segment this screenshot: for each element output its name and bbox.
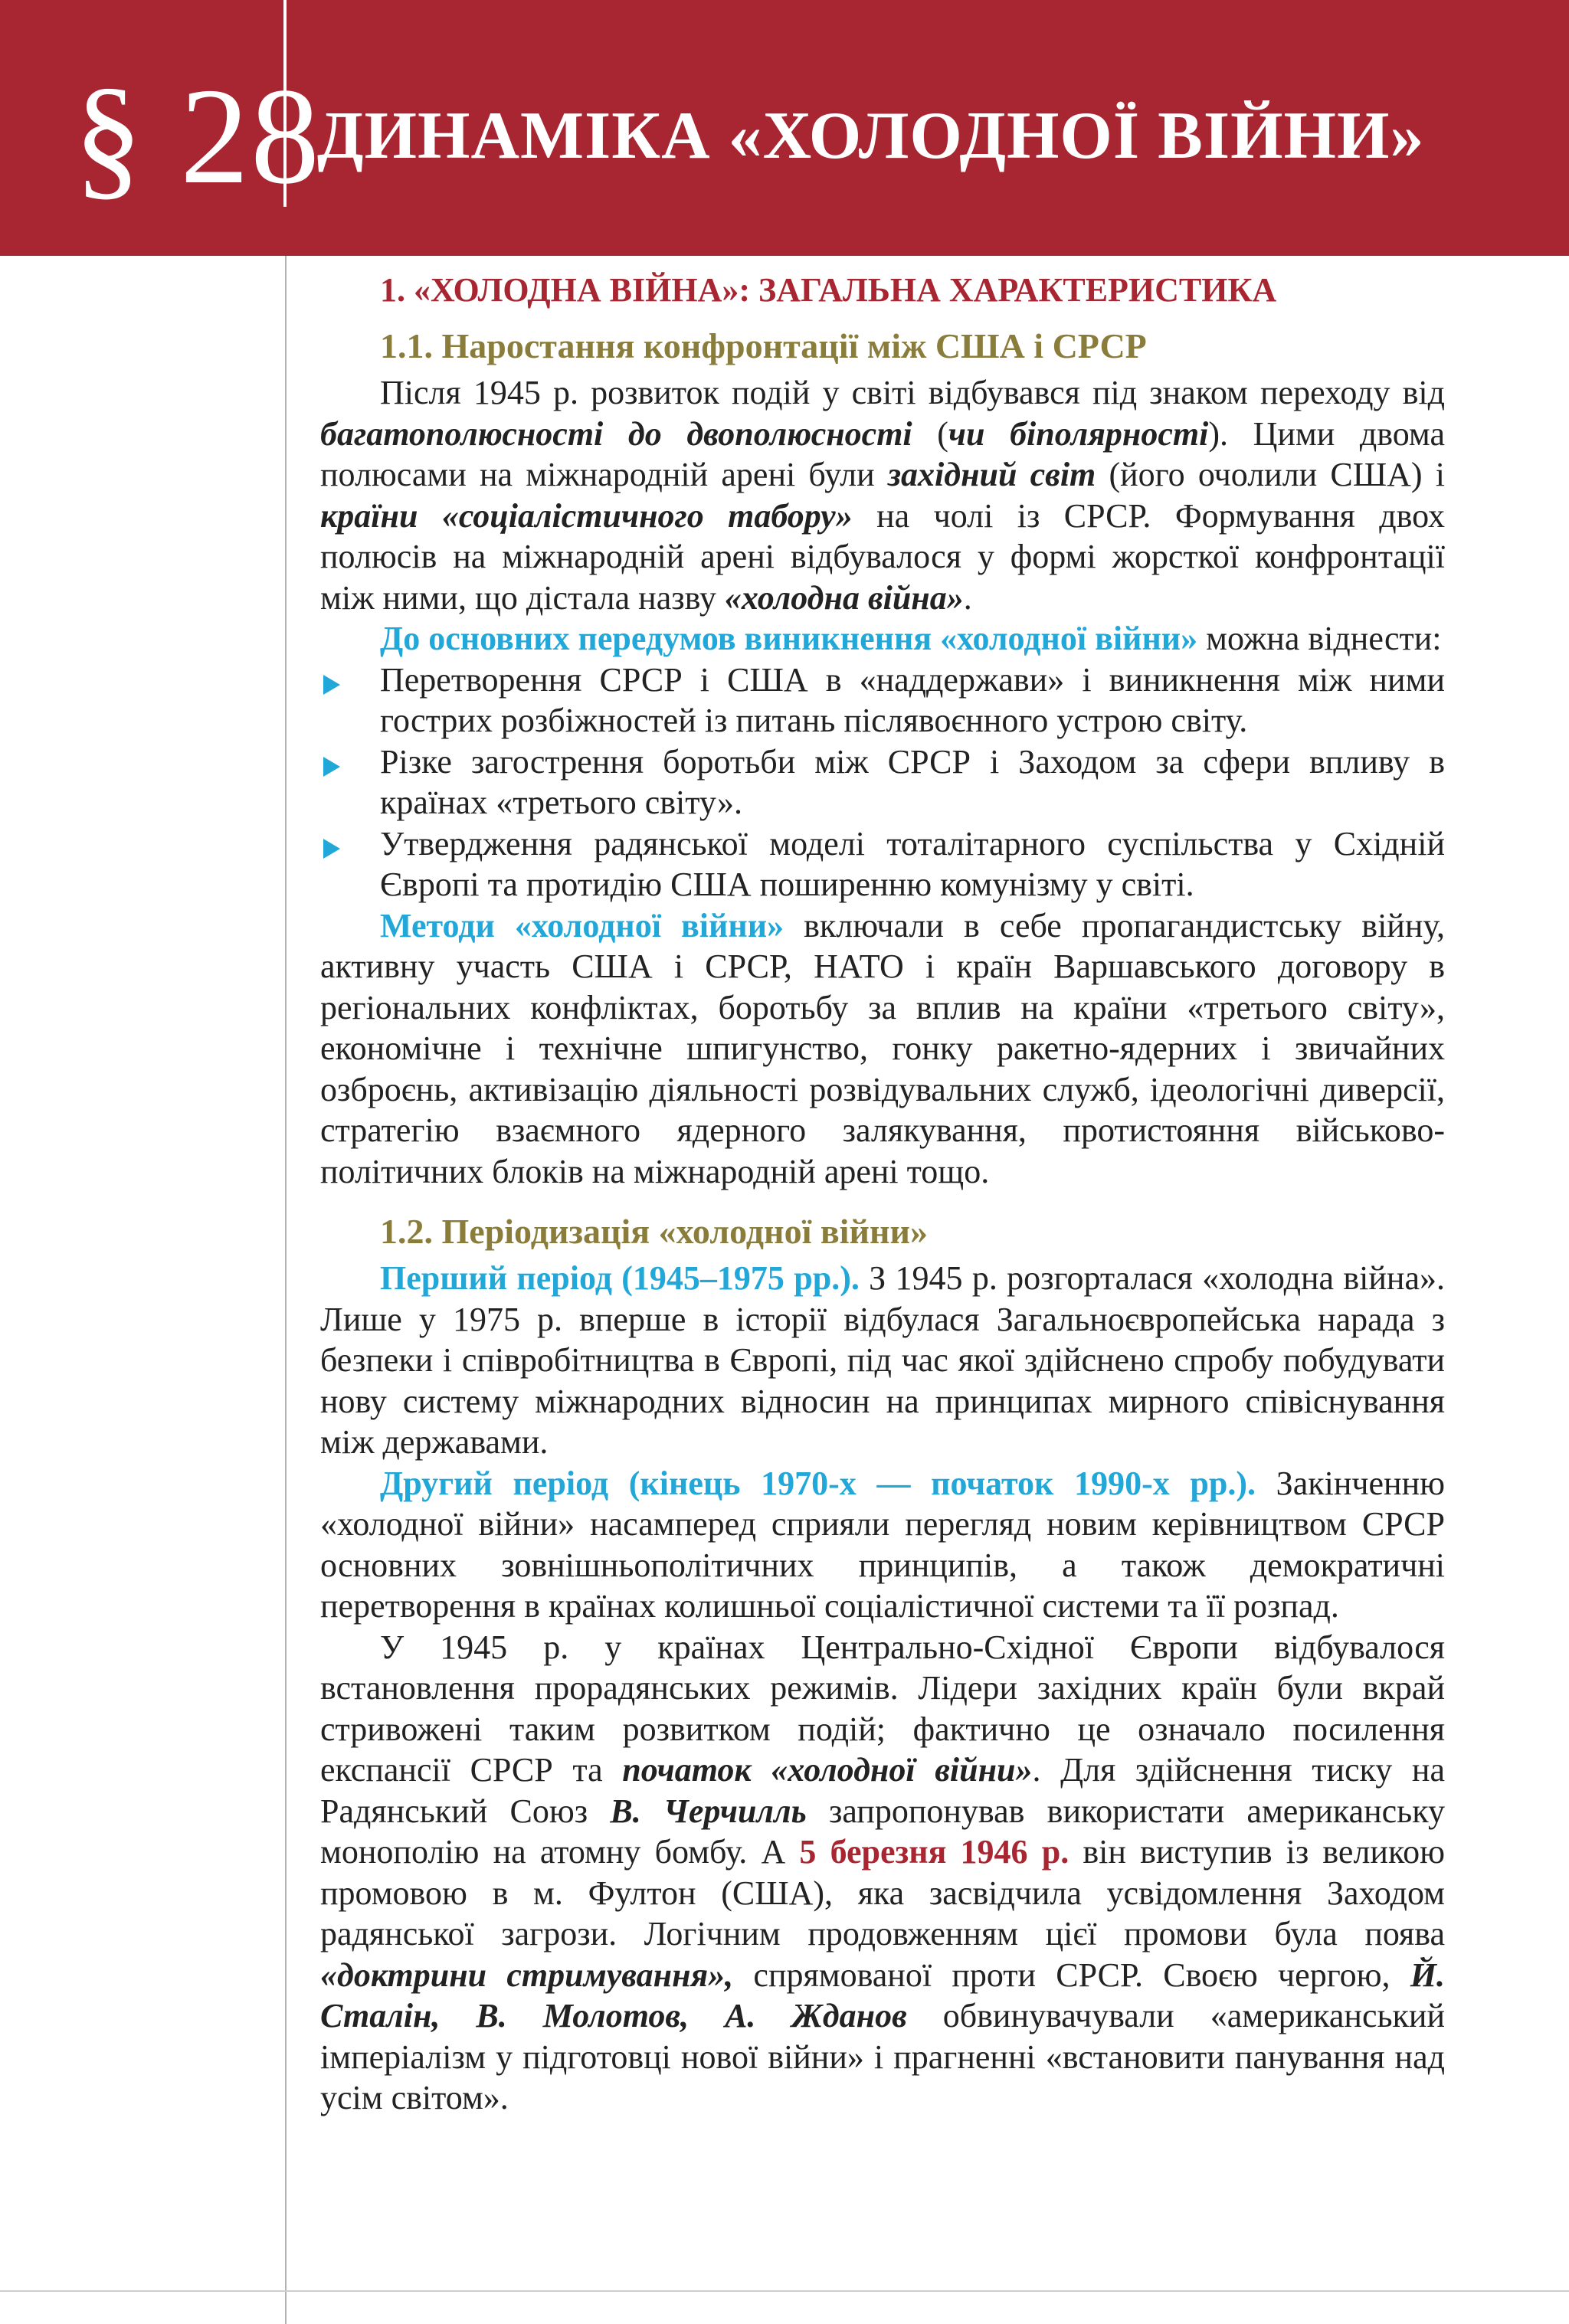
paragraph-bipolarity: Після 1945 р. розвиток подій у світі відбувався під знаком переходу від багатополюсності до двополюсності (чи біполярності). Цими двома полюсами на міжнародній арені були західний світ (його очолили США) і країни «соціалістичного табору» на чолі із СРСР. Формування двох полюсів на міжнародній арені відбувалося у формі жорсткої конфронтації між ними, що дістала назву «холодна війна».: [320, 374, 1445, 617]
bullet-triangle-icon: [323, 757, 340, 777]
chapter-title: ДИНАМІКА «ХОЛОДНОЇ ВІЙНИ»: [317, 99, 1425, 173]
date-highlight: 5 березня 1946 р.: [799, 1833, 1069, 1871]
term-cold-war: «холодна війна»: [724, 578, 964, 617]
bullet-triangle-icon: [323, 839, 340, 859]
paragraph-fulton: У 1945 р. у країнах Центрально-Східної Європи відбувалося встановлення прорадянських режимів. Лідери західних країн були вкрай стривожені таким розвитком подій; фактично це означало посилення експансії СРСР та початок «холодної війни». Для здійснення тиску на Радянський Союз В. Черчилль запропонував використати американську монополію на атомну бомбу. А 5 березня 1946 р. він виступив із великою промовою в м. Фултон (США), яка засвідчила усвідомлення Заходом радянської загрози. Логічним продовженням цієї промови була поява «доктрини стримування», спрямованої проти СРСР. Своєю чергою, Й. Сталін, В. Молотов, А. Жданов обвинувачували «американський імперіалізм у підготовці нової війни» і прагненні «встановити панування над усім світом».: [320, 1628, 1446, 2116]
subsection-heading-1-2: 1.2. Періодизація «холодної війни»: [380, 1212, 928, 1251]
subsection-heading-1-1: 1.1. Наростання конфронтації між США і СРСР: [380, 326, 1147, 365]
term-soviet-leaders: Й. Сталін, В. Молотов, А. Жданов: [320, 1956, 1445, 2034]
term-bipolarity-alt: чи біполярності: [948, 414, 1209, 453]
margin-rule: [285, 256, 287, 2324]
term-containment-doctrine: «доктрини стримування»,: [320, 1956, 734, 1994]
section-number: § 28: [74, 60, 321, 212]
bullet-triangle-icon: [323, 675, 340, 695]
paragraph-prerequisites: До основних передумов виникнення «холодної війни» можна віднести:: [380, 620, 1442, 657]
paragraph-methods: Методи «холодної війни» включали в себе пропагандистську війну, активну участь США і СРСР, НАТО і країн Варшавського договору в регіональних конфліктах, боротьбу за вплив на країни «третього світу», економічне і технічне шпигунство, гонку ракетно-ядерних і звичайних озброєнь, активізацію діяльності розвідувальних служб, ідеологічні диверсії, стратегію взаємного ядерного залякування, протистояння військово-політичних блоків на міжнародній арені тощо.: [320, 906, 1446, 1190]
list-item: Перетворення СРСР і США в «наддержави» і виникнення між ними гострих розбіжностей із питань післявоєнного устрою світу.: [320, 660, 1445, 741]
page-bottom-rule: [0, 2290, 1569, 2292]
term-western-world: західний світ: [887, 456, 1096, 493]
highlight-second-period: Другий період (кінець 1970-х — початок 1990-х рр.).: [380, 1464, 1256, 1502]
term-bipolarity: багатополюсності до двополюсності: [320, 414, 912, 453]
page-content: [320, 270, 1445, 2119]
term-socialist-camp: країни «соціалістичного табору»: [320, 496, 853, 535]
prerequisites-list: [320, 660, 1445, 905]
paragraph-second-period: Другий період (кінець 1970-х — початок 1990-х рр.). Закінченню «холодної війни» насамперед сприяли перегляд новим керівництвом СРСР основних зовнішньополітичних принципів, а також демократичні перетворення в країнах колишньої соціалістичної системи та її розпад.: [320, 1464, 1446, 1625]
term-cold-war-start: початок «холодної війни»: [622, 1751, 1033, 1789]
highlight-first-period: Перший період (1945–1975 рр.).: [380, 1259, 860, 1297]
paragraph-first-period: Перший період (1945–1975 рр.). З 1945 р. розгорталася «холодна війна». Лише у 1975 р. вперше в історії відбулася Загальноєвропейська нарада з безпеки і співробітництва в Європі, під час якої здійснено спробу побудувати нову систему міжнародних відносин на принципах мирного співіснування між державами.: [320, 1259, 1445, 1461]
section-heading: 1. «ХОЛОДНА ВІЙНА»: ЗАГАЛЬНА ХАРАКТЕРИСТИКА: [380, 271, 1277, 309]
term-churchill: В. Черчилль: [610, 1792, 807, 1830]
list-item: Різке загострення боротьби між СРСР і Заходом за сфери впливу в країнах «третього світу».: [320, 741, 1445, 823]
highlight-prerequisites: До основних передумов виникнення «холодної війни»: [380, 620, 1198, 657]
highlight-methods: Методи «холодної війни»: [380, 906, 784, 944]
list-item: Утвердження радянської моделі тоталітарного суспільства у Східній Європі та протидію США поширенню комунізму у світі.: [320, 823, 1445, 905]
